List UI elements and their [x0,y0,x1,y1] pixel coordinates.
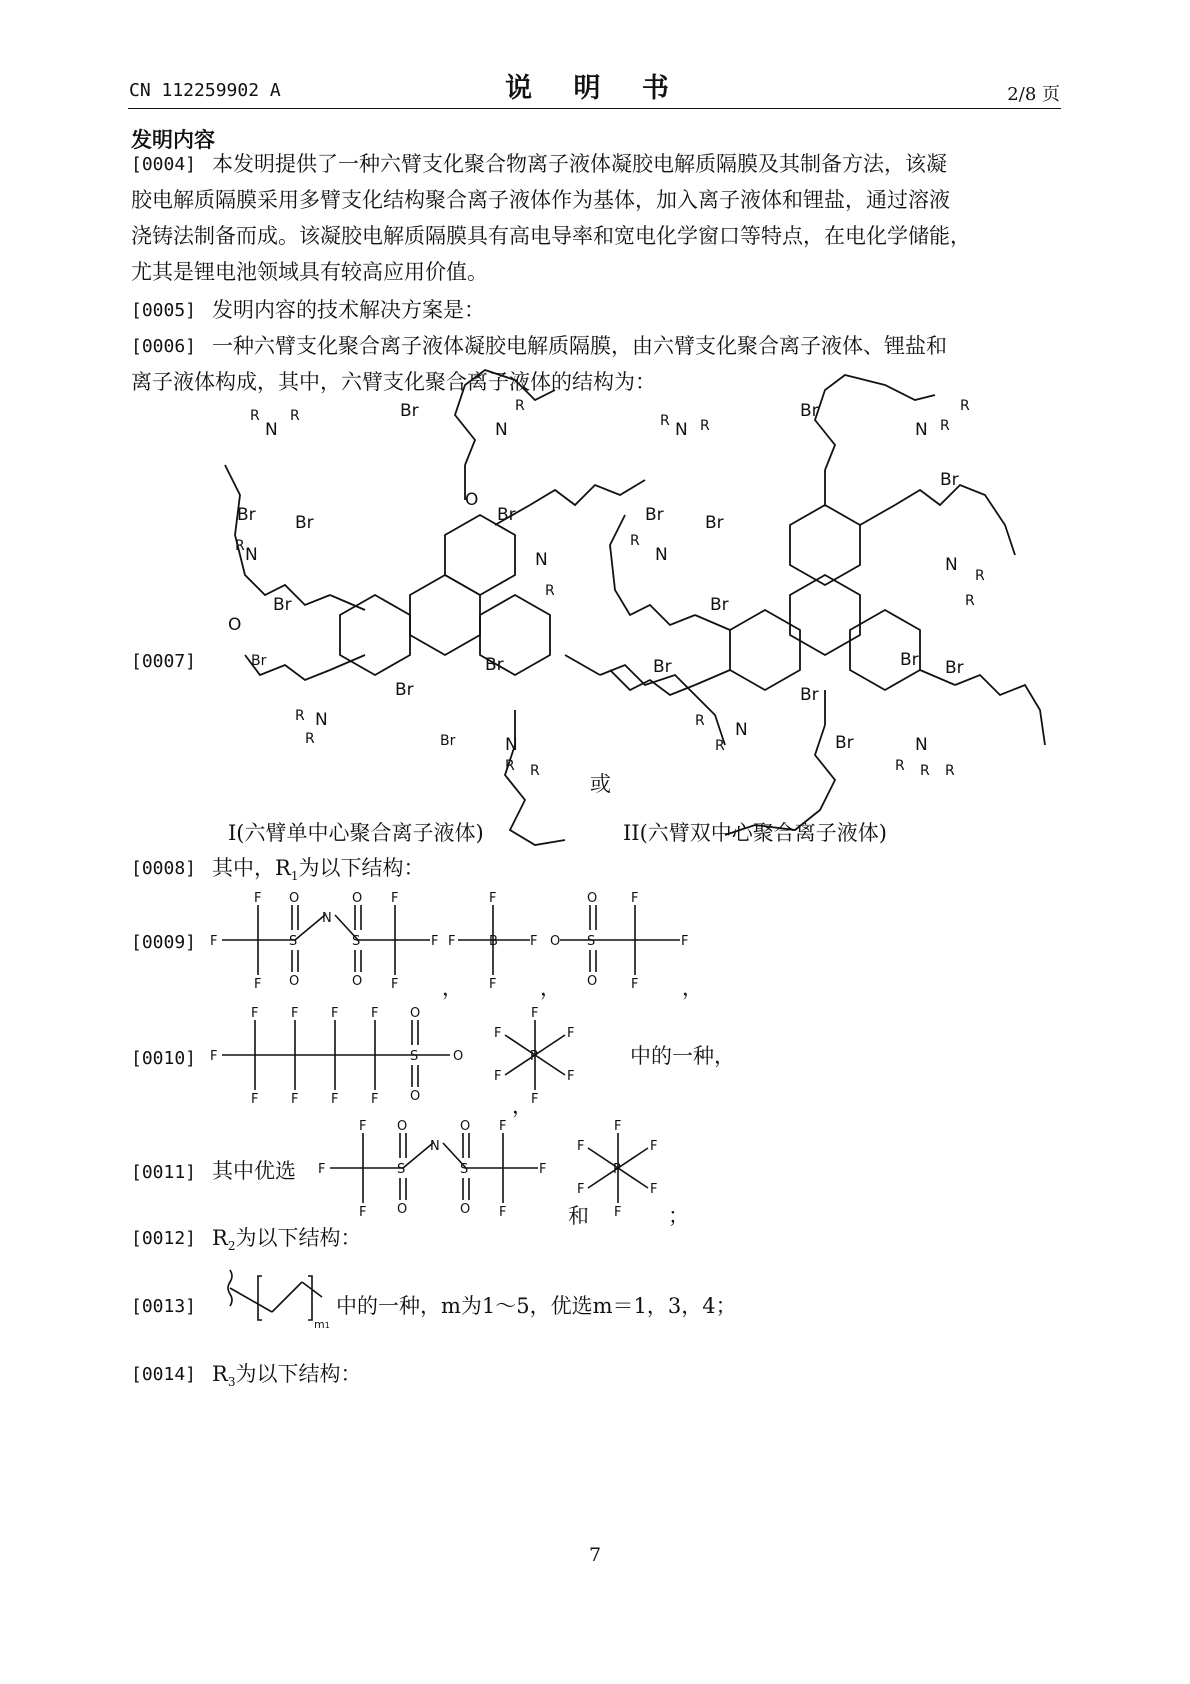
and-text: 和 [568,1204,589,1228]
label-s: S [410,1049,419,1064]
label-f: F [650,1182,658,1197]
label-f: F [531,1092,539,1107]
label-o: O [352,974,363,989]
document-title: 说 明 书 [505,73,685,104]
label-f: F [254,891,262,906]
label-r: R [960,398,970,414]
svg-text:m1 [314,1318,330,1331]
label-f: F [494,1069,502,1084]
label-f: F [489,977,497,992]
label-r: R [515,398,525,414]
header-rule [128,108,1061,109]
label-f: F [499,1119,507,1134]
label-o: O [289,891,300,906]
label-f: F [614,1119,622,1134]
six-arm-polymer-structures-figure [215,398,1075,850]
label-b: B [489,934,498,949]
label-p: P [530,1049,538,1064]
label-n: N [915,420,928,440]
label-f: F [359,1205,367,1220]
label-r: R [295,708,305,724]
label-f: F [291,1092,299,1107]
label-o: O [410,1006,421,1021]
paragraph-line: $R_2$为以下结构： [212,1226,362,1254]
separator-comma: ， [442,976,463,1000]
label-r: R [700,418,710,434]
caption-structure-I: I(六臂单中心聚合离子液体) [228,821,484,845]
label-s: S [460,1162,469,1177]
paragraph-number: [0014] [131,1364,197,1385]
separator-comma: ， [540,976,561,1000]
paragraph-line: 本发明提供了一种六臂支化聚合物离子液体凝胶电解质隔膜及其制备方法，该凝 [212,152,947,176]
label-f: F [359,1119,367,1134]
paragraph-line: 离子液体构成，其中，六臂支化聚合离子液体的结构为： [131,370,656,394]
label-s: S [289,934,298,949]
label-f: F [681,934,689,949]
label-n: N [945,555,958,575]
label-o: O [587,974,598,989]
paragraph-line: 一种六臂支化聚合离子液体凝胶电解质隔膜，由六臂支化聚合离子液体、锂盐和 [212,334,947,358]
label-o: O [228,615,242,635]
label-o: O [587,891,598,906]
publication-number: CN 112259902 A [129,80,281,101]
label-f: F [530,934,538,949]
label-o: O [460,1202,471,1217]
label-s: S [587,934,596,949]
label-f: F [489,891,497,906]
label-f: F [391,891,399,906]
label-br: Br [900,650,919,670]
label-f: F [539,1162,547,1177]
label-f: F [631,891,639,906]
label-br: Br [645,505,664,525]
paragraph-number: [0008] [131,858,197,879]
label-n: N [915,735,928,755]
page-indicator: 2/8 页 [1007,84,1060,105]
separator-comma: ， [512,1094,533,1118]
label-o: O [460,1119,471,1134]
label-br: Br [835,733,854,753]
label-br: Br [945,658,964,678]
label-n: N [265,420,278,440]
paragraph-number: [0007] [131,651,197,672]
label-r: R [945,763,955,779]
label-f: F [431,934,439,949]
label-n: N [245,545,258,565]
label-n: N [505,735,518,755]
paragraph-number: [0004] [131,154,197,175]
label-f: F [567,1026,575,1041]
label-n: N [322,911,332,926]
label-r: R [250,408,260,424]
label-br: Br [497,505,516,525]
label-n: N [430,1139,440,1154]
caption-structure-II: II(六臂双中心聚合离子液体) [623,821,887,845]
label-r: R [715,738,725,754]
label-f: F [371,1092,379,1107]
paragraph-number: [0011] [131,1162,197,1183]
paragraph-line: 胶电解质隔膜采用多臂支化结构聚合离子液体作为基体，加入离子液体和锂盐，通过溶液 [131,188,950,212]
label-br: Br [705,513,724,533]
label-br: Br [273,595,292,615]
label-f: F [577,1182,585,1197]
m-subscript-index: 1 [324,1321,330,1330]
label-o: O [453,1049,464,1064]
m-subscript: m [314,1318,325,1331]
label-n: N [535,550,548,570]
label-br: Br [653,657,672,677]
label-f: F [567,1069,575,1084]
label-f: F [614,1205,622,1220]
label-r: R [545,583,555,599]
label-f: F [331,1092,339,1107]
label-f: F [291,1006,299,1021]
paragraph-number: [0006] [131,336,197,357]
label-r: R [630,533,640,549]
label-o: O [550,934,561,949]
label-o: O [397,1202,408,1217]
label-f: F [577,1139,585,1154]
paragraph-number: [0010] [131,1048,197,1069]
semicolon: ； [668,1204,689,1228]
label-r: R [660,413,670,429]
structure-I-core [225,370,725,845]
paragraph-line: 发明内容的技术解决方案是： [212,298,485,322]
section-title: 发明内容 [131,128,215,152]
label-f: F [254,977,262,992]
separator-comma: ， [682,976,703,1000]
label-br: Br [710,595,729,615]
paragraph-suffix: 中的一种，m为1～5，优选m＝1，3，4； [336,1294,737,1318]
label-br: Br [251,653,267,669]
label-r: R [505,758,515,774]
label-r: R [290,408,300,424]
label-f: F [210,934,218,949]
r1-anions-row-2 [210,1005,590,1105]
label-f: F [448,934,456,949]
label-r: R [695,713,705,729]
paragraph-number: [0013] [131,1296,197,1317]
label-p: P [613,1162,621,1177]
label-o: O [352,891,363,906]
label-r: R [940,418,950,434]
label-r: R [920,763,930,779]
label-n: N [315,710,328,730]
label-r: R [965,593,975,609]
label-o: O [465,490,479,510]
label-s: S [397,1162,406,1177]
paragraph-number: [0012] [131,1228,197,1249]
or-text: 或 [590,772,611,796]
label-f: F [251,1092,259,1107]
paragraph-number: [0005] [131,300,197,321]
label-br: Br [295,513,314,533]
label-f: F [331,1006,339,1021]
label-f: F [531,1006,539,1021]
label-f: F [251,1006,259,1021]
label-o: O [289,974,300,989]
label-f: F [318,1162,326,1177]
label-f: F [631,977,639,992]
label-br: Br [800,685,819,705]
label-f: F [371,1006,379,1021]
label-n: N [495,420,508,440]
paragraph-line: 其中，$R_1$为以下结构： [212,856,425,884]
paragraph-line: $R_3$为以下结构： [212,1362,362,1390]
label-br: Br [940,470,959,490]
paragraph-prefix: 其中优选 [212,1159,296,1183]
paragraph-line: 尤其是锂电池领域具有较高应用价值。 [131,260,488,284]
label-n: N [735,720,748,740]
label-br: Br [237,505,256,525]
label-o: O [397,1119,408,1134]
label-r: R [975,568,985,584]
paragraph-number: [0009] [131,932,197,953]
label-r: R [305,731,315,747]
label-f: F [650,1139,658,1154]
label-r: R [895,758,905,774]
label-n: N [655,545,668,565]
structure-II-core [610,375,1045,835]
label-f: F [210,1049,218,1064]
r2-alkyl-chain [222,1262,342,1332]
label-n: N [675,420,688,440]
label-br: Br [485,655,504,675]
label-o: O [410,1089,421,1104]
label-br: Br [400,401,419,421]
label-br: Br [800,401,819,421]
label-r: R [530,763,540,779]
paragraph-line: 浇铸法制备而成。该凝胶电解质隔膜具有高电导率和宽电化学窗口等特点，在电化学储能， [131,224,971,248]
label-s: S [352,934,361,949]
label-br: Br [440,733,456,749]
label-f: F [391,977,399,992]
label-f: F [494,1026,502,1041]
paragraph-suffix: 中的一种， [630,1044,735,1068]
label-br: Br [395,680,414,700]
page-number: 7 [588,1544,602,1566]
label-f: F [499,1205,507,1220]
label-r: R [235,538,245,554]
preferred-anions [318,1118,688,1218]
